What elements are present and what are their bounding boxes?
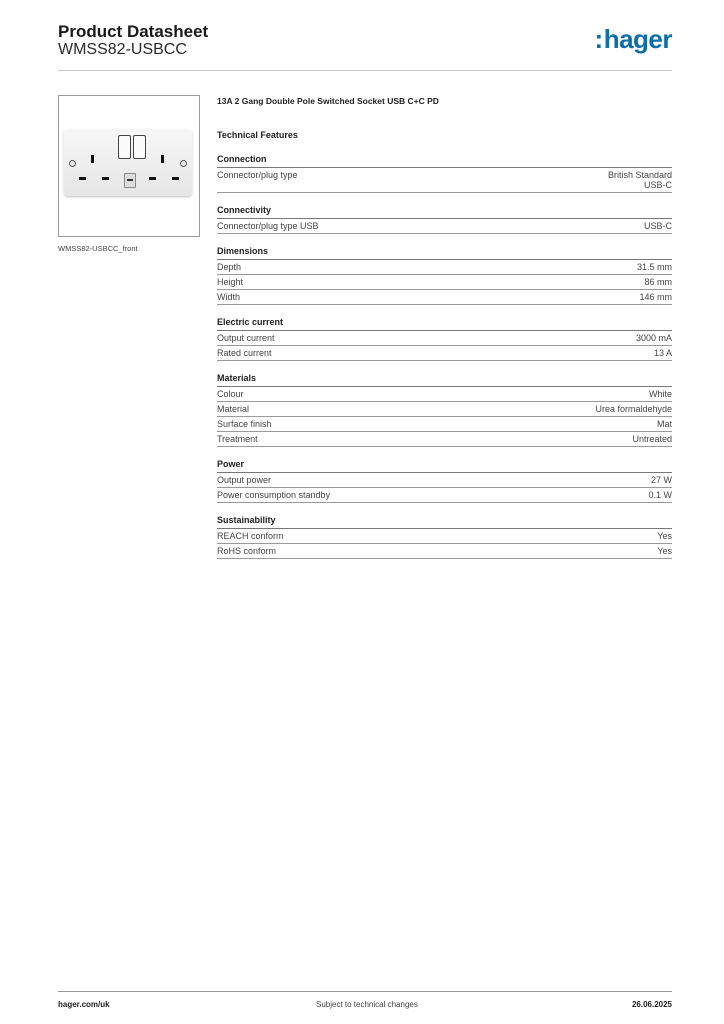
spec-section [217, 459, 672, 503]
section-title: Sustainability [217, 515, 672, 529]
spec-row [217, 387, 672, 402]
spec-value: 0.1 W [648, 490, 672, 500]
earth-pin-right [161, 155, 164, 163]
spec-label: Connector/plug type USB [217, 221, 319, 231]
section-title: Electric current [217, 317, 672, 331]
switch-left [118, 135, 131, 159]
spec-section [217, 317, 672, 361]
spec-value: USB-C [643, 221, 672, 231]
spec-label: Output power [217, 475, 272, 485]
spec-label: Rated current [217, 348, 272, 358]
spec-row [217, 544, 672, 559]
footer-disclaimer: Subject to technical changes [316, 1000, 418, 1009]
spec-row [217, 331, 672, 346]
product-name: 13A 2 Gang Double Pole Switched Socket USB C+C PD [217, 96, 439, 106]
section-title: Power [217, 459, 672, 473]
spec-label: Width [217, 292, 241, 302]
spec-label: REACH conform [217, 531, 284, 541]
section-title: Connectivity [217, 205, 672, 219]
spec-value: 3000 mA [635, 333, 672, 343]
spec-row [217, 488, 672, 503]
spec-row [217, 290, 672, 305]
logo-text: hager [603, 24, 672, 54]
spec-section [217, 373, 672, 447]
spec-label: Height [217, 277, 244, 287]
spec-label: Power consumption standby [217, 490, 331, 500]
product-code: WMSS82-USBCC [58, 41, 187, 58]
spec-content [217, 96, 672, 559]
page-title: Product Datasheet [58, 22, 209, 41]
section-title: Connection [217, 154, 672, 168]
earth-pin-left [91, 155, 94, 163]
spec-value: White [648, 389, 672, 399]
spec-value: British Standard USB-C [607, 170, 672, 190]
spec-row [217, 417, 672, 432]
spec-section [217, 205, 672, 234]
pin-left-2 [102, 177, 109, 180]
pin-left-1 [79, 177, 86, 180]
footer-date: 26.06.2025 [631, 1000, 672, 1009]
spec-label: Output current [217, 333, 275, 343]
spec-value: 13 A [653, 348, 672, 358]
features-title: Technical Features [217, 130, 298, 140]
spec-row [217, 346, 672, 361]
spec-row [217, 432, 672, 447]
hager-logo: :hager [594, 24, 672, 54]
spec-value: Urea formaldehyde [595, 404, 672, 414]
spec-label: Treatment [217, 434, 258, 444]
spec-row [217, 473, 672, 488]
product-image [58, 95, 200, 237]
page-footer [58, 991, 672, 1012]
spec-label: Surface finish [217, 419, 272, 429]
spec-value: Yes [657, 546, 672, 556]
spec-row [217, 275, 672, 290]
spec-row [217, 402, 672, 417]
spec-label: Connector/plug type [217, 170, 298, 180]
switch-right [133, 135, 146, 159]
spec-value: 27 W [650, 475, 672, 485]
spec-row [217, 260, 672, 275]
screw-right [180, 160, 187, 167]
screw-left [69, 160, 76, 167]
spec-value: 31.5 mm [636, 262, 672, 272]
spec-value: 146 mm [639, 292, 672, 302]
usb-c-port [124, 173, 136, 188]
spec-label: RoHS conform [217, 546, 277, 556]
spec-sections [217, 154, 672, 559]
spec-value: Yes [657, 531, 672, 541]
pin-right-2 [172, 177, 179, 180]
image-caption: WMSS82-USBCC_front [58, 244, 138, 253]
page-header [58, 20, 672, 71]
spec-label: Depth [217, 262, 242, 272]
spec-label: Colour [217, 389, 244, 399]
socket-plate [64, 129, 192, 196]
spec-value: 86 mm [644, 277, 672, 287]
section-title: Materials [217, 373, 672, 387]
spec-section [217, 515, 672, 559]
pin-right-1 [149, 177, 156, 180]
spec-row [217, 529, 672, 544]
spec-value: Untreated [632, 434, 672, 444]
section-title: Dimensions [217, 246, 672, 260]
spec-section [217, 154, 672, 193]
spec-row [217, 168, 672, 193]
spec-label: Material [217, 404, 250, 414]
spec-row [217, 219, 672, 234]
spec-value: Mat [656, 419, 672, 429]
spec-section [217, 246, 672, 305]
footer-website: hager.com/uk [58, 1000, 110, 1009]
